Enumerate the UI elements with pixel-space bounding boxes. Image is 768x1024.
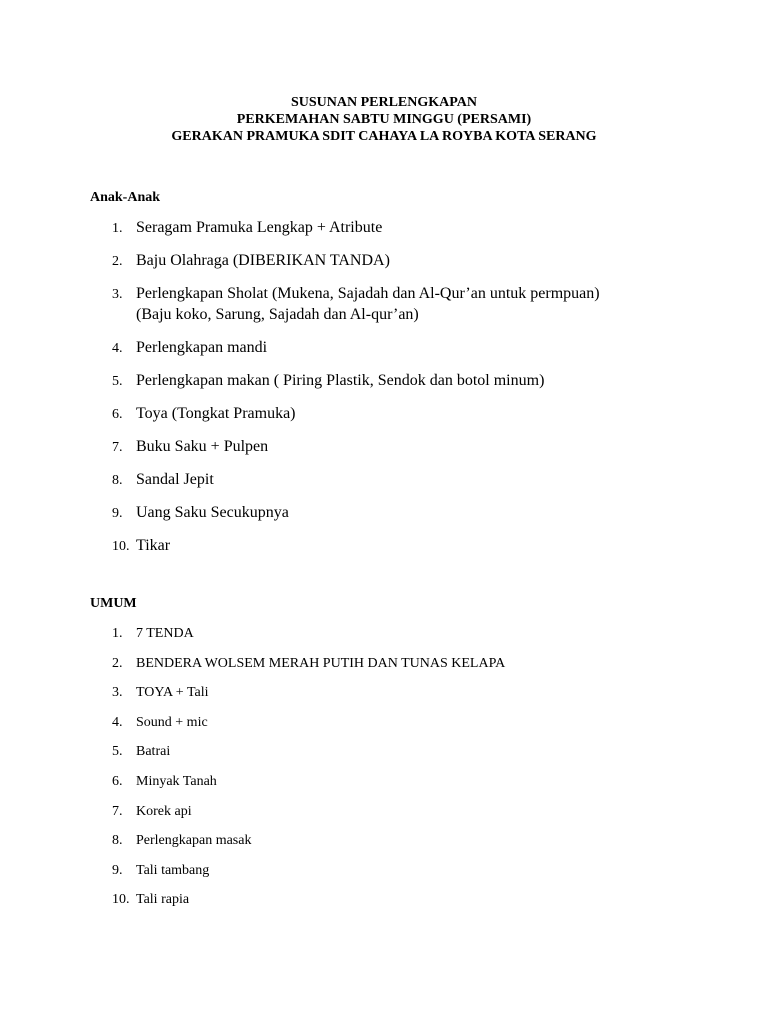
item-number: 6. — [112, 773, 123, 789]
item-number: 4. — [112, 714, 123, 730]
section-heading-anak: Anak-Anak — [90, 190, 161, 205]
item-text: Tali tambang — [136, 862, 210, 878]
list-item — [0, 337, 600, 358]
list-item — [0, 714, 505, 731]
item-text: Uang Saku Secukupnya — [136, 504, 289, 521]
item-number: 10. — [112, 892, 130, 908]
item-number: 1. — [112, 221, 123, 236]
list-item — [0, 370, 600, 391]
item-text: Tikar — [136, 537, 171, 554]
list-item — [0, 436, 600, 457]
item-text: Batrai — [136, 744, 171, 760]
item-number: 8. — [112, 833, 123, 849]
list-item — [0, 743, 505, 760]
item-text: Tali rapia — [136, 892, 190, 908]
list-item — [0, 217, 600, 238]
item-text: Perlengkapan masak — [136, 833, 252, 849]
list-item — [0, 655, 505, 672]
item-text: Buku Saku + Pulpen — [136, 438, 269, 455]
list-item — [0, 469, 600, 490]
list-item — [0, 832, 505, 849]
item-number: 7. — [112, 803, 123, 819]
title-line-3: GERAKAN PRAMUKA SDIT CAHAYA LA ROYBA KOTA SERANG — [171, 129, 597, 144]
list-item — [0, 535, 600, 556]
item-number: 5. — [112, 374, 123, 389]
item-number: 5. — [112, 744, 123, 760]
item-text: Perlengkapan Sholat (Mukena, Sajadah dan Al-Qur’an untuk permpuan) — [136, 285, 600, 302]
title-line-2: PERKEMAHAN SABTU MINGGU (PERSAMI) — [236, 112, 532, 127]
item-text: TOYA + Tali — [136, 685, 209, 701]
item-text: Sandal Jepit — [136, 471, 214, 488]
list-item — [0, 684, 505, 701]
item-number: 2. — [112, 254, 123, 269]
item-text: Baju Olahraga (DIBERIKAN TANDA) — [136, 252, 390, 269]
item-text: Korek api — [136, 803, 192, 819]
item-number: 6. — [112, 407, 123, 422]
item-text: Sound + mic — [136, 714, 208, 730]
item-number: 1. — [112, 626, 123, 641]
item-number: 2. — [112, 655, 123, 671]
item-number: 8. — [112, 473, 123, 488]
list-item — [0, 773, 505, 790]
list-item — [0, 403, 600, 424]
document-title — [0, 94, 768, 145]
item-text: Toya (Tongkat Pramuka) — [136, 405, 296, 422]
item-number: 3. — [112, 287, 123, 302]
list-item — [0, 283, 600, 325]
item-number: 4. — [112, 341, 123, 356]
anak-list — [0, 217, 600, 568]
item-text: Minyak Tanah — [136, 773, 217, 789]
list-item — [0, 891, 505, 908]
item-number: 7. — [112, 440, 123, 455]
list-item — [0, 803, 505, 820]
title-line-1: SUSUNAN PERLENGKAPAN — [290, 95, 478, 110]
list-item — [0, 250, 600, 271]
umum-list — [0, 625, 505, 921]
item-number: 10. — [112, 539, 130, 554]
list-item — [0, 502, 600, 523]
item-text: BENDERA WOLSEM MERAH PUTIH DAN TUNAS KELAPA — [136, 655, 506, 671]
list-item — [0, 862, 505, 879]
item-text: Perlengkapan mandi — [136, 339, 268, 356]
item-text: Seragam Pramuka Lengkap + Atribute — [136, 219, 383, 236]
item-number: 9. — [112, 862, 123, 878]
item-text: 7 TENDA — [136, 626, 194, 641]
item-number: 9. — [112, 506, 123, 521]
item-text: Perlengkapan makan ( Piring Plastik, Sendok dan botol minum) — [136, 372, 545, 389]
item-text-continuation: (Baju koko, Sarung, Sajadah dan Al-qur’an) — [136, 306, 419, 323]
list-item — [0, 625, 505, 642]
item-number: 3. — [112, 685, 123, 701]
section-heading-umum: UMUM — [90, 596, 137, 611]
